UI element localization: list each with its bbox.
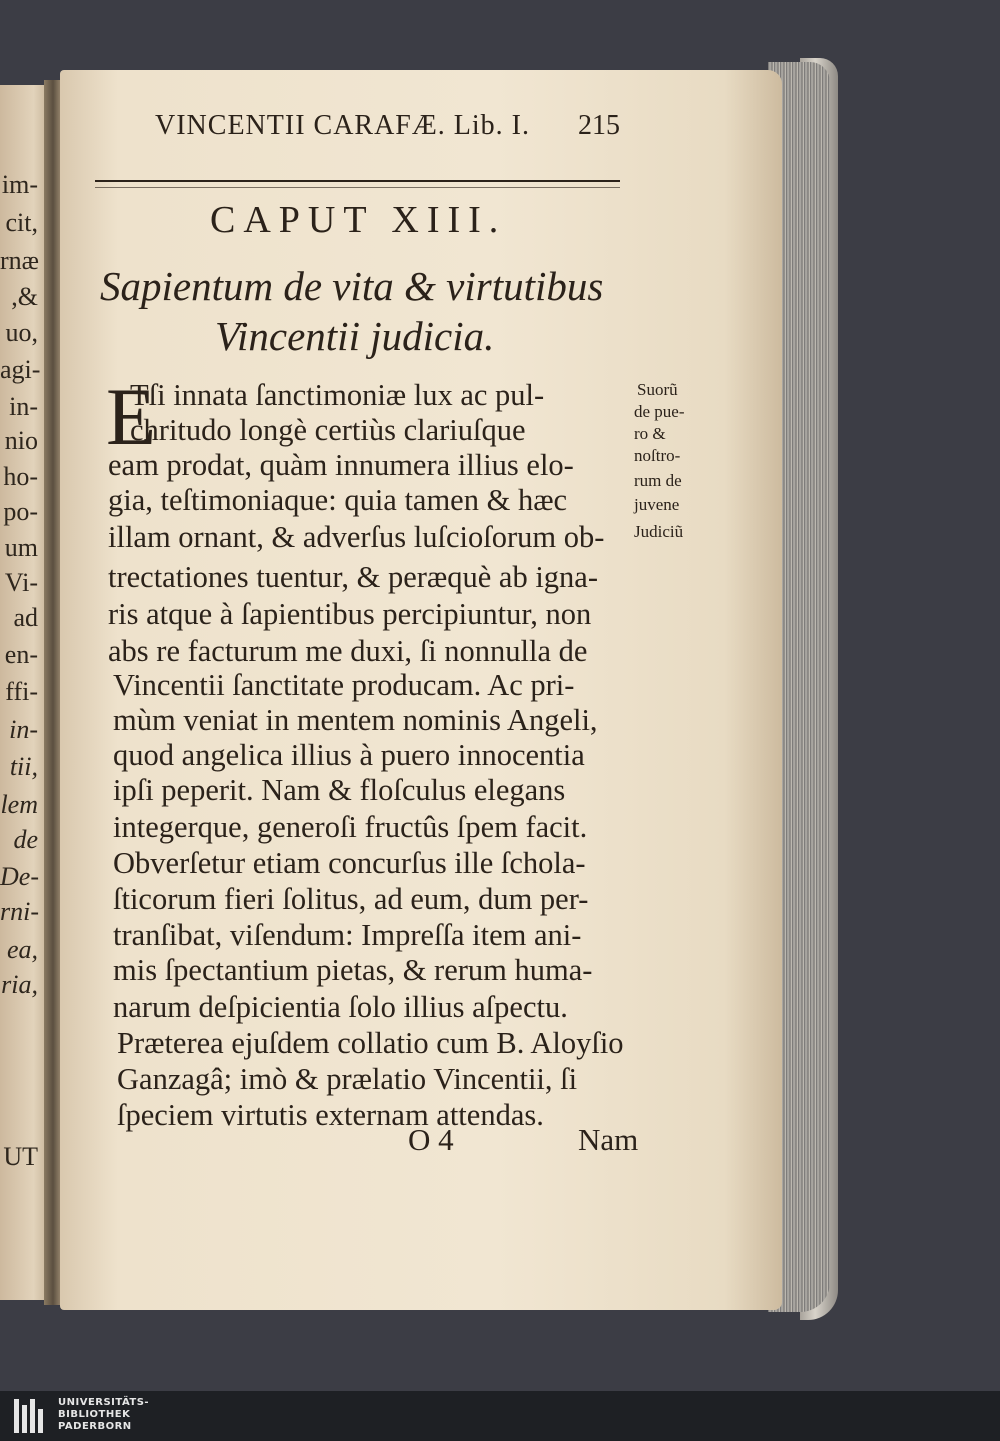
- left-page-fragment: ea,: [6, 935, 38, 964]
- left-page-fragment: ,&: [11, 282, 38, 311]
- left-page-fragment: um: [4, 533, 38, 562]
- marginal-note-line: Suorũ: [637, 380, 678, 399]
- left-page-fragment: po-: [3, 497, 38, 526]
- body-line: gia, teſtimoniaque: quia tamen & hæc: [108, 483, 568, 517]
- drop-cap: E: [106, 371, 157, 462]
- body-line: ſticorum fieri ſolitus, ad eum, dum per-: [113, 882, 589, 916]
- body-line: abs re facturum me duxi, ſi nonnulla de: [108, 634, 588, 668]
- marginal-note-line: noſtro-: [634, 446, 681, 465]
- left-page-fragment: tii,: [9, 752, 38, 781]
- body-line: Ganzagâ; imò & prælatio Vincentii, ſi: [117, 1062, 578, 1096]
- body-line: integerque, generoſi fructûs ſpem facit.: [113, 810, 588, 844]
- logo-line-2: BIBLIOTHEK: [58, 1409, 131, 1420]
- left-page-fragment: De-: [0, 862, 39, 891]
- body-line: Præterea ejuſdem collatio cum B. Aloyſio: [117, 1026, 624, 1060]
- body-line: eam prodat, quàm innumera illius elo-: [108, 448, 574, 482]
- marginal-note-line: de pue-: [634, 402, 685, 421]
- left-page-fragment: rnæ: [0, 246, 39, 275]
- page-number: 215: [578, 110, 620, 141]
- body-line: trectationes tuentur, & peræquè ab igna-: [108, 560, 598, 594]
- body-line: ſpeciem virtutis externam attendas.: [117, 1098, 544, 1132]
- marginal-note-line: Judiciũ: [634, 522, 684, 541]
- body-line: Tſi innata ſanctimoniæ lux ac pul-: [130, 378, 545, 412]
- marginal-note-line: ro &: [634, 424, 666, 443]
- body-line: chritudo longè certiùs clariuſque: [130, 413, 526, 447]
- catchword: Nam: [578, 1122, 639, 1157]
- running-title: VINCENTII CARAFÆ. Lib. I.: [155, 110, 530, 141]
- left-page-fragment: ria,: [1, 970, 38, 999]
- left-page-fragment: uo,: [5, 318, 38, 347]
- marginal-note-line: juvene: [634, 495, 680, 514]
- signature-mark: O 4: [408, 1122, 454, 1157]
- left-page-fragment: ad: [13, 603, 38, 632]
- left-page-fragment: in-: [9, 392, 38, 421]
- library-logo-icon: [14, 1397, 50, 1435]
- left-page-fragment: im-: [1, 170, 38, 199]
- library-logo-bar: [0, 1391, 1000, 1441]
- body-line: Obverſetur etiam concurſus ille ſchola-: [113, 846, 586, 880]
- chapter-number: CAPUT XIII.: [210, 199, 507, 241]
- body-line: narum deſpicientia ſolo illius aſpectu.: [113, 990, 568, 1024]
- left-page-fragment: Vi-: [4, 568, 38, 597]
- logo-line-1: UNIVERSITÄTS-: [58, 1397, 150, 1408]
- left-page-fragment: ffi-: [5, 677, 38, 706]
- logo-line-3: PADERBORN: [58, 1421, 132, 1432]
- left-page-fragment: agi-: [0, 355, 41, 384]
- body-line: ipſi peperit. Nam & floſculus elegans: [113, 773, 566, 807]
- left-page-fragment: de: [13, 825, 38, 854]
- body-line: mis ſpectantium pietas, & rerum huma-: [113, 953, 593, 987]
- marginal-note-line: rum de: [634, 471, 682, 490]
- left-page-fragment: lem: [0, 790, 38, 819]
- left-page-fragment: ho-: [3, 462, 38, 491]
- body-line: quod angelica illius à puero innocentia: [113, 738, 585, 772]
- left-page-fragment: nio: [4, 426, 38, 455]
- left-page-fragment: in-: [9, 715, 38, 744]
- left-page-fragment: en-: [4, 640, 38, 669]
- chapter-title-line-2: Vincentii judicia.: [215, 313, 495, 359]
- body-line: tranſibat, viſendum: Impreſſa item ani-: [113, 918, 582, 952]
- body-line: illam ornant, & adverſus luſcioſorum ob-: [108, 520, 605, 554]
- body-line: mùm veniat in mentem nominis Angeli,: [113, 703, 598, 737]
- header-rule-thin: [95, 187, 620, 188]
- body-line: ris atque à ſapientibus percipiuntur, non: [108, 597, 592, 631]
- header-rule: [95, 180, 620, 182]
- left-page-fragment: rni-: [0, 897, 39, 926]
- chapter-title-line-1: Sapientum de vita & virtutibus: [100, 263, 604, 309]
- left-page-fragment: UT: [3, 1142, 38, 1171]
- body-line: Vincentii ſanctitate producam. Ac pri-: [113, 668, 575, 702]
- left-page-fragment: cit,: [5, 208, 38, 237]
- library-logo-text: [58, 1397, 149, 1433]
